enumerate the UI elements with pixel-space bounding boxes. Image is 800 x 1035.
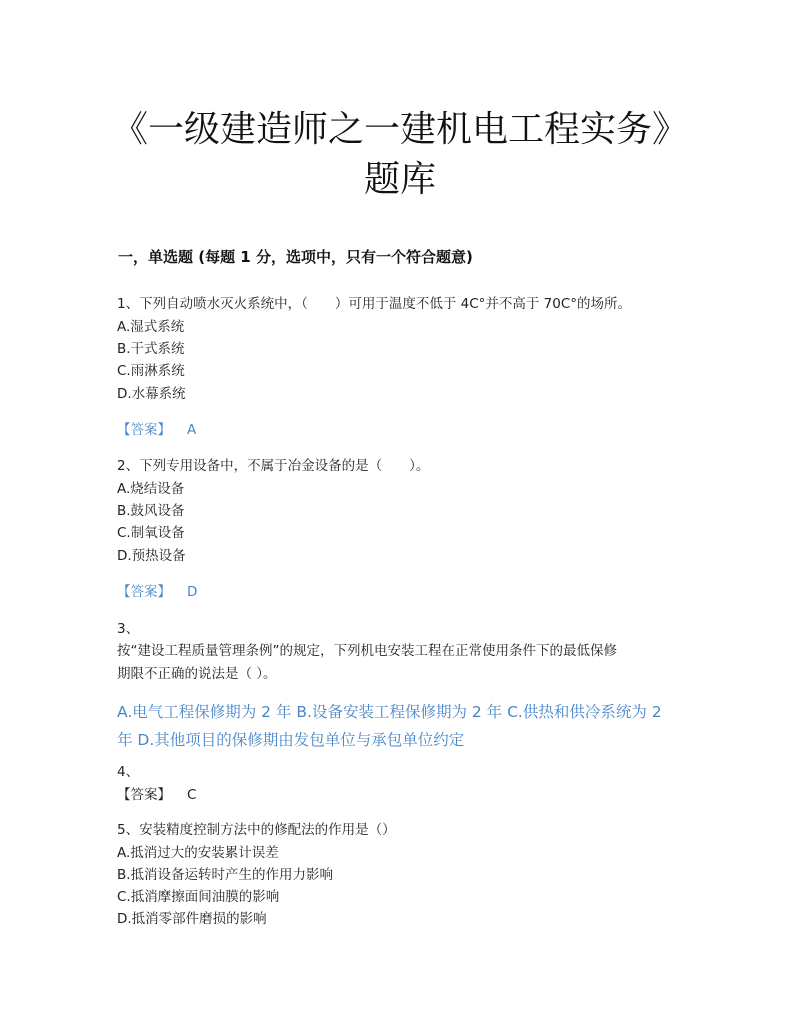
answer-label: 【答案】	[117, 584, 171, 600]
question-3-stem-line-2: 期限不正确的说法是（ ）。	[117, 666, 277, 682]
question-2-answer	[117, 582, 197, 602]
section-heading: 一，单选题 (每题 1 分，选项中，只有一个符合题意)	[118, 248, 473, 266]
question-4-number: 4、	[117, 764, 140, 780]
question-1-option-a: A.湿式系统	[117, 319, 185, 335]
answer-value: A	[187, 422, 197, 438]
question-1-option-b: B.干式系统	[117, 341, 185, 357]
answer-value: D	[187, 584, 198, 600]
question-5-option-c: C.抵消摩擦面间油膜的影响	[117, 889, 280, 905]
question-5-option-d: D.抵消零部件磨损的影响	[117, 911, 267, 927]
question-3-options: A.电气工程保修期为 2 年 B.设备安装工程保修期为 2 年 C.供热和供冷系统为 2 年 D.其他项目的保修期由发包单位与承包单位约定	[117, 703, 662, 749]
document-title: 《一级建造师之一建机电工程实务》	[111, 109, 688, 150]
question-1-stem: 1、下列自动喷水灭火系统中，（ ）可用于温度不低于 4C°并不高于 70C°的场所。	[117, 296, 632, 312]
question-5-option-b: B.抵消设备运转时产生的作用力影响	[117, 867, 334, 883]
question-2-option-b: B.鼓风设备	[117, 503, 185, 519]
question-5-stem: 5、安装精度控制方法中的修配法的作用是（）	[117, 822, 396, 838]
question-1-option-c: C.雨淋系统	[117, 363, 185, 379]
answer-label: 【答案】	[117, 422, 171, 438]
question-2-option-a: A.烧结设备	[117, 481, 185, 497]
answer-value: C	[187, 787, 197, 803]
question-2-stem: 2、下列专用设备中，不属于冶金设备的是（ ）。	[117, 458, 430, 474]
answer-label: 【答案】	[117, 787, 171, 803]
question-2-option-d: D.预热设备	[117, 548, 186, 564]
question-2-option-c: C.制氧设备	[117, 525, 185, 541]
question-5-option-a: A.抵消过大的安装累计误差	[117, 845, 279, 861]
question-1-option-d: D.水幕系统	[117, 386, 186, 402]
question-4-answer	[117, 785, 196, 805]
question-3-stem-line-1: 按“建设工程质量管理条例”的规定，下列机电安装工程在正常使用条件下的最低保修	[117, 643, 617, 659]
question-3-number: 3、	[117, 621, 140, 637]
document-subtitle: 题库	[363, 159, 436, 200]
question-1-answer	[117, 420, 196, 440]
